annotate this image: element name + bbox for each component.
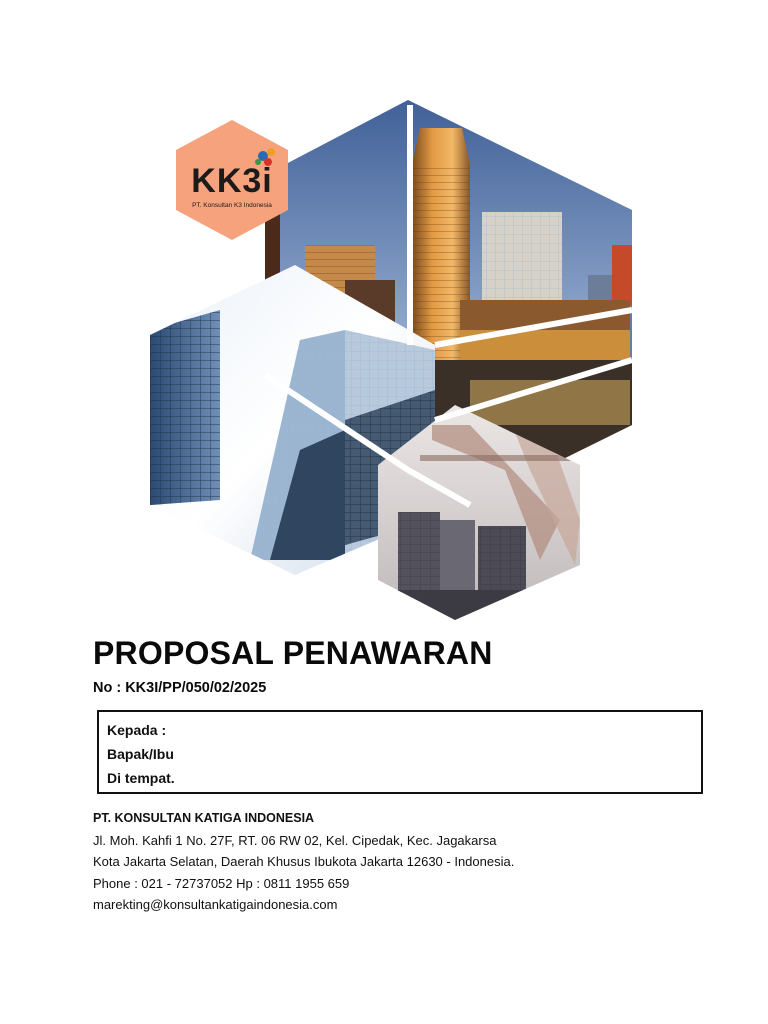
company-address-line1: Jl. Moh. Kahfi 1 No. 27F, RT. 06 RW 02, Kel. Cipedak, Kec. Jagakarsa: [93, 832, 497, 848]
document-number: No : KK3I/PP/050/02/2025: [93, 680, 267, 696]
recipient-to-label: Kepada :: [107, 722, 167, 738]
company-info: [93, 808, 514, 916]
logo-wordmark: KK3i: [191, 161, 273, 200]
company-phone: Phone : 021 - 72737052 Hp : 0811 1955 659: [93, 875, 350, 891]
company-address-line2: Kota Jakarta Selatan, Daerah Khusus Ibukota Jakarta 12630 - Indonesia.: [93, 854, 515, 869]
company-email: marekting@konsultankatigaindonesia.com: [93, 897, 338, 912]
document-title: PROPOSAL PENAWARAN: [93, 635, 493, 671]
recipient-box: [97, 710, 703, 794]
company-logo: [176, 120, 288, 238]
company-name: PT. KONSULTAN KATIGA INDONESIA: [93, 811, 315, 825]
recipient-place: Di tempat.: [107, 770, 175, 786]
recipient-salutation: Bapak/Ibu: [107, 746, 174, 762]
logo-tagline: PT. Konsultan K3 Indonesia: [192, 201, 272, 209]
